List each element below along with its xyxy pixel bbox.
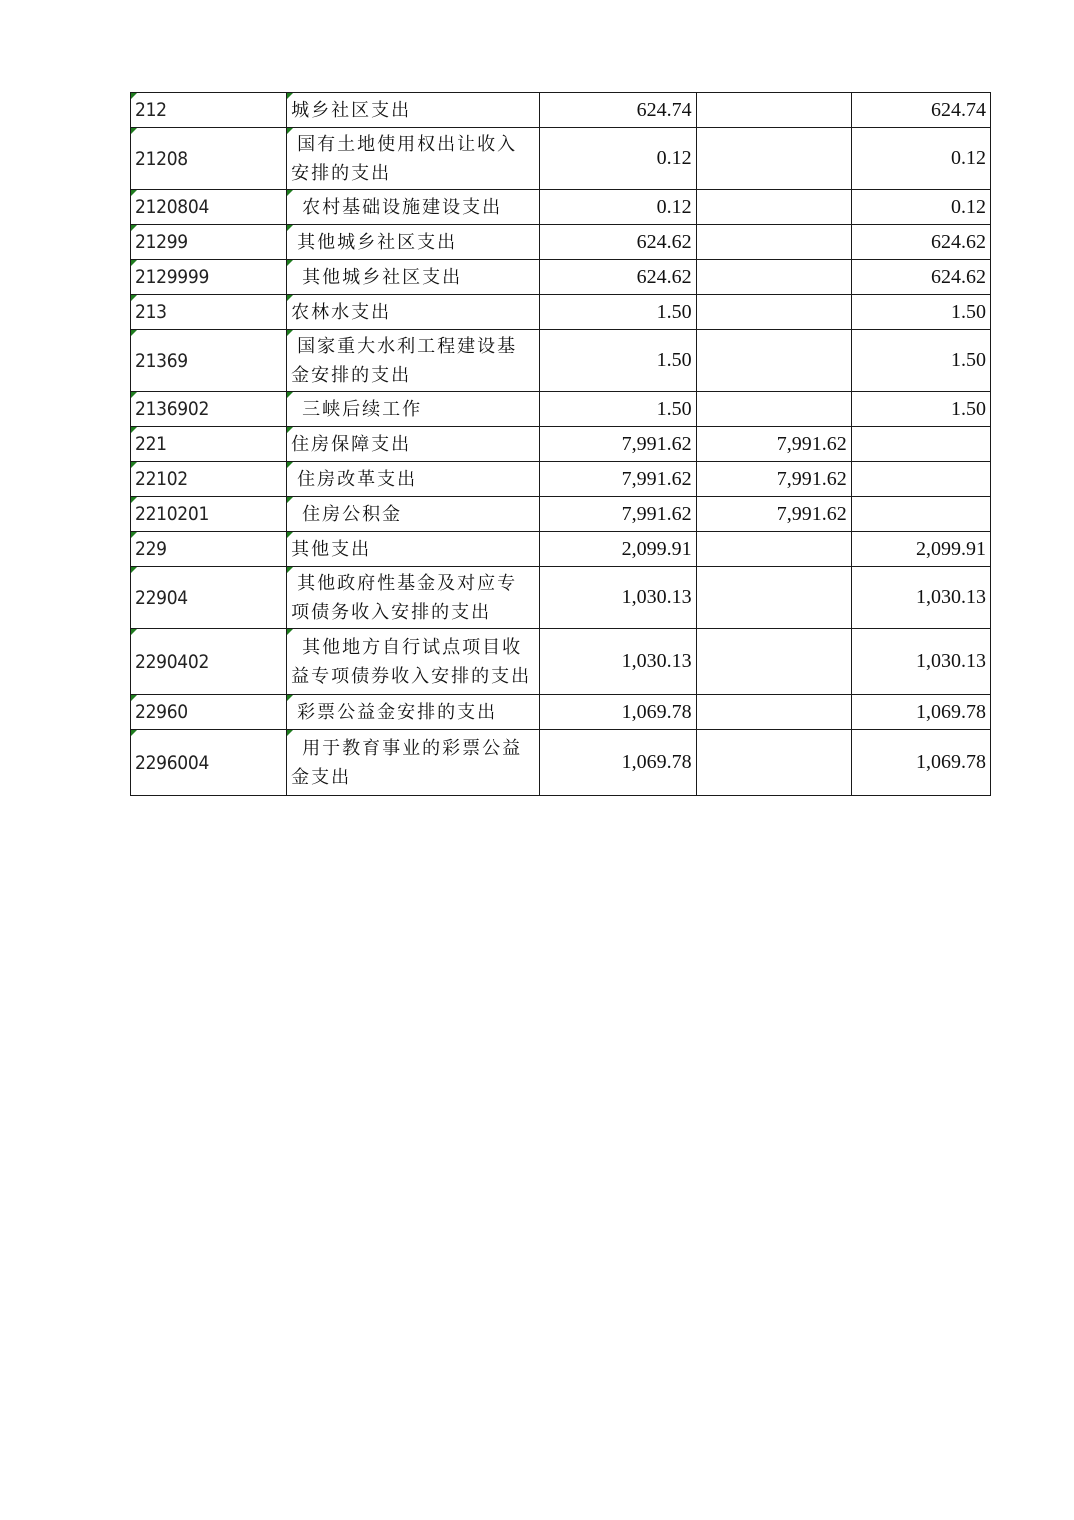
row-name <box>287 93 540 128</box>
table-row <box>131 567 991 629</box>
row-code: 21369 <box>131 330 287 392</box>
row-total: 1,030.13 <box>540 629 696 695</box>
row-basic <box>696 392 851 427</box>
row-name-text: 其他支出 <box>291 538 372 560</box>
row-code: 2296004 <box>131 730 287 796</box>
row-project <box>851 427 990 462</box>
row-name <box>287 567 540 629</box>
row-project: 0.12 <box>851 190 990 225</box>
row-total: 0.12 <box>540 128 696 190</box>
row-name-text: 农村基础设施建设支出 <box>302 196 503 218</box>
row-name-text: 城乡社区支出 <box>291 99 412 121</box>
row-total: 1,030.13 <box>540 567 696 629</box>
table-row <box>131 695 991 730</box>
row-basic <box>696 225 851 260</box>
row-total: 1.50 <box>540 330 696 392</box>
row-name <box>287 629 540 695</box>
row-code: 212 <box>131 93 287 128</box>
row-name <box>287 695 540 730</box>
row-name <box>287 225 540 260</box>
table-row <box>131 462 991 497</box>
row-code: 21208 <box>131 128 287 190</box>
row-code: 22102 <box>131 462 287 497</box>
row-name <box>287 427 540 462</box>
row-basic: 7,991.62 <box>696 462 851 497</box>
row-name <box>287 497 540 532</box>
row-project: 624.62 <box>851 225 990 260</box>
row-basic <box>696 330 851 392</box>
row-name-text: 其他城乡社区支出 <box>297 231 458 253</box>
row-project: 1,069.78 <box>851 730 990 796</box>
row-name-text: 住房改革支出 <box>297 468 418 490</box>
row-name-text: 国有土地使用权出让收入安排的支出 <box>291 133 518 184</box>
row-total: 7,991.62 <box>540 497 696 532</box>
row-name <box>287 532 540 567</box>
row-basic <box>696 190 851 225</box>
row-total: 1.50 <box>540 392 696 427</box>
row-total: 624.74 <box>540 93 696 128</box>
row-name-text: 用于教育事业的彩票公益金支出 <box>291 737 523 788</box>
row-project: 1,069.78 <box>851 695 990 730</box>
row-basic <box>696 532 851 567</box>
table-row <box>131 497 991 532</box>
row-code: 21299 <box>131 225 287 260</box>
row-project: 2,099.91 <box>851 532 990 567</box>
row-project: 0.12 <box>851 128 990 190</box>
row-total: 2,099.91 <box>540 532 696 567</box>
row-name <box>287 295 540 330</box>
row-name <box>287 128 540 190</box>
row-name-text: 农林水支出 <box>291 301 392 323</box>
row-total: 1,069.78 <box>540 730 696 796</box>
table-row <box>131 260 991 295</box>
row-name <box>287 260 540 295</box>
row-project: 1,030.13 <box>851 567 990 629</box>
row-total: 624.62 <box>540 260 696 295</box>
row-name <box>287 330 540 392</box>
row-project: 1.50 <box>851 295 990 330</box>
row-code: 2290402 <box>131 629 287 695</box>
row-name-text: 其他政府性基金及对应专项债务收入安排的支出 <box>291 572 518 623</box>
row-name-text: 彩票公益金安排的支出 <box>297 701 498 723</box>
row-name-text: 住房保障支出 <box>291 433 412 455</box>
table-row <box>131 532 991 567</box>
row-name <box>287 730 540 796</box>
row-total: 624.62 <box>540 225 696 260</box>
row-code: 2210201 <box>131 497 287 532</box>
row-project: 1,030.13 <box>851 629 990 695</box>
row-basic <box>696 128 851 190</box>
row-name <box>287 392 540 427</box>
row-code: 213 <box>131 295 287 330</box>
row-name-text: 国家重大水利工程建设基金安排的支出 <box>291 335 518 386</box>
row-name-text: 其他地方自行试点项目收益专项债券收入安排的支出 <box>291 636 532 687</box>
table-row <box>131 225 991 260</box>
table-row <box>131 295 991 330</box>
row-code: 2129999 <box>131 260 287 295</box>
row-basic: 7,991.62 <box>696 427 851 462</box>
row-project: 1.50 <box>851 392 990 427</box>
row-basic <box>696 567 851 629</box>
table-row <box>131 190 991 225</box>
row-project <box>851 462 990 497</box>
table-row <box>131 730 991 796</box>
row-name-text: 住房公积金 <box>302 503 403 525</box>
row-total: 0.12 <box>540 190 696 225</box>
row-code: 221 <box>131 427 287 462</box>
row-basic <box>696 695 851 730</box>
row-basic <box>696 260 851 295</box>
table-row <box>131 392 991 427</box>
table-row <box>131 427 991 462</box>
row-name <box>287 462 540 497</box>
row-total: 1.50 <box>540 295 696 330</box>
row-code: 22960 <box>131 695 287 730</box>
table-body <box>131 93 991 796</box>
table-row <box>131 128 991 190</box>
row-code: 2120804 <box>131 190 287 225</box>
row-name-text: 其他城乡社区支出 <box>302 266 463 288</box>
row-total: 7,991.62 <box>540 462 696 497</box>
row-basic <box>696 629 851 695</box>
row-project <box>851 497 990 532</box>
row-total: 7,991.62 <box>540 427 696 462</box>
row-code: 22904 <box>131 567 287 629</box>
row-basic <box>696 730 851 796</box>
row-code: 2136902 <box>131 392 287 427</box>
expenditure-table <box>130 92 991 796</box>
row-name <box>287 190 540 225</box>
row-name-text: 三峡后续工作 <box>302 398 423 420</box>
row-total: 1,069.78 <box>540 695 696 730</box>
table-row <box>131 629 991 695</box>
table-row <box>131 330 991 392</box>
row-code: 229 <box>131 532 287 567</box>
row-basic <box>696 93 851 128</box>
row-project: 624.74 <box>851 93 990 128</box>
row-basic <box>696 295 851 330</box>
row-project: 624.62 <box>851 260 990 295</box>
row-project: 1.50 <box>851 330 990 392</box>
row-basic: 7,991.62 <box>696 497 851 532</box>
table-row <box>131 93 991 128</box>
